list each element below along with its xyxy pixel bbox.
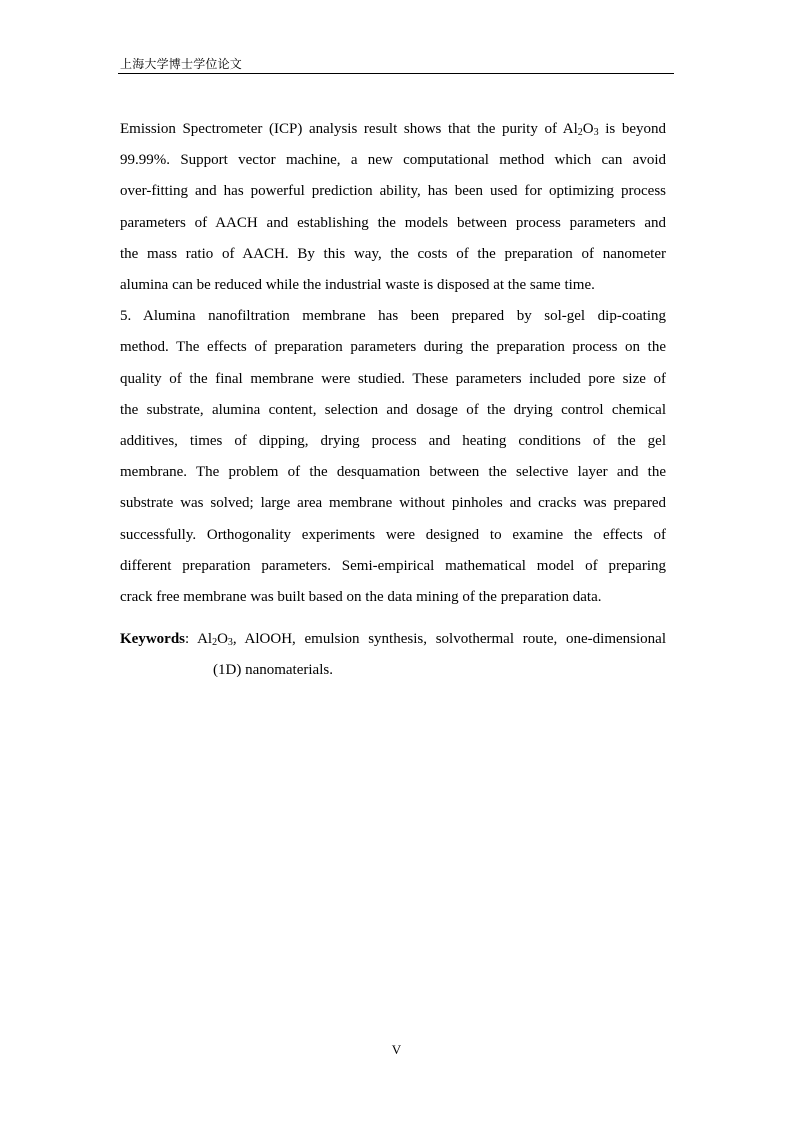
paragraph-line-6: alumina can be reduced while the industrial waste is disposed at the same time.	[120, 277, 595, 294]
paragraph-line-1	[120, 114, 666, 145]
paragraph-line-9: quality of the final membrane were studied. These parameters included pore size of	[120, 370, 666, 387]
keyword-al: Al	[197, 631, 213, 647]
keyword-o: O	[217, 631, 228, 647]
paragraph-line-15: different preparation parameters. Semi-empirical mathematical model of preparing	[120, 557, 666, 574]
paragraph-line-4: parameters of AACH and establishing the models between process parameters and	[120, 214, 666, 231]
paragraph-line-12: membrane. The problem of the desquamation between the selective layer and the	[120, 464, 666, 481]
keywords-block	[120, 624, 666, 686]
line-1-tail: is beyond	[598, 121, 666, 137]
keywords-line-2: (1D) nanomaterials.	[213, 662, 333, 678]
header-title: 上海大学博士学位论文	[120, 57, 243, 71]
paragraph-line-11: additives, times of dipping, drying process and heating conditions of the gel	[120, 433, 666, 450]
paragraph-line-8: method. The effects of preparation parameters during the preparation process on the	[120, 339, 666, 356]
paragraph-line-2: 99.99%. Support vector machine, a new computational method which can avoid	[120, 152, 666, 169]
keyword-subscript-2: 2	[212, 637, 218, 648]
paragraph-line-14: successfully. Orthogonality experiments were designed to examine the effects of	[120, 526, 666, 543]
line-1-text: Emission Spectrometer (ICP) analysis result shows that the purity of Al	[120, 121, 578, 137]
keywords-list: , AlOOH, emulsion synthesis, solvothermal route, one-dimensional	[232, 631, 666, 647]
oxygen-symbol: O	[582, 121, 594, 137]
page-number: V	[391, 1042, 402, 1057]
keywords-label: Keywords	[120, 631, 185, 647]
paragraph-line-16: crack free membrane was built based on the data mining of the preparation data.	[120, 589, 602, 606]
paragraph-line-10: the substrate, alumina content, selection and dosage of the drying control chemical	[120, 401, 666, 418]
subscript-3: 3	[593, 127, 599, 138]
paragraph-line-7: 5. Alumina nanofiltration membrane has been prepared by sol-gel dip-coating	[120, 308, 666, 325]
abstract-body	[120, 114, 666, 613]
paragraph-line-5: the mass ratio of AACH. By this way, the costs of the preparation of nanometer	[120, 245, 666, 262]
keyword-subscript-3: 3	[227, 637, 233, 648]
subscript-2: 2	[577, 127, 583, 138]
paragraph-line-3: over-fitting and has powerful prediction ability, has been used for optimizing process	[120, 183, 666, 200]
keywords-line-1	[120, 624, 666, 655]
keywords-separator: :	[185, 631, 198, 647]
header-divider	[118, 73, 674, 74]
paragraph-line-13: substrate was solved; large area membrane without pinholes and cracks was prepared	[120, 495, 666, 512]
